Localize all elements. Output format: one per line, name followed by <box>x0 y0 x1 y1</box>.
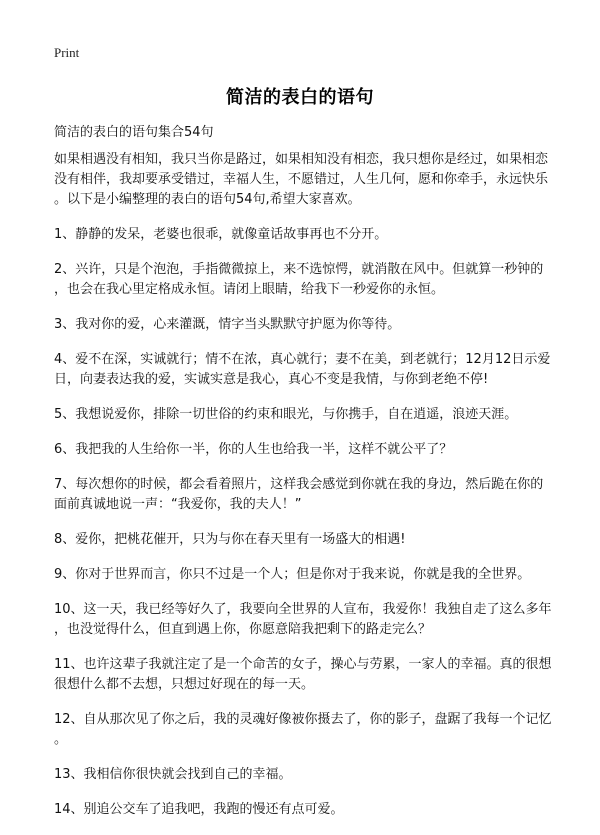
article-body <box>54 150 554 835</box>
list-item: 2、兴许，只是个泡泡，手指微微掠上，来不选惊愕，就消散在风中。但就算一秒钟的，也会在我心里定格成永恒。请闭上眼睛，给我下一秒爱你的永恒。 <box>54 262 544 297</box>
list-item: 5、我想说爱你，排除一切世俗的约束和眼光，与你携手，自在逍遥，浪迹天涯。 <box>54 407 518 422</box>
list-item: 10、这一天，我已经等好久了，我要向全世界的人宣布，我爱你！我独自走了这么多年，也没觉得什么，但直到遇上你，你愿意陪我把剩下的路走完么？ <box>54 602 552 637</box>
intro-paragraph: 如果相遇没有相知，我只当你是路过，如果相知没有相恋，我只想你是经过，如果相恋没有相伴，我却要承受错过，幸福人生，不愿错过，人生几何，愿和你牵手，永远快乐。以下是小编整理的表白的语句54句,希望大家喜欢。 <box>54 152 549 207</box>
list-item: 9、你对于世界而言，你只不过是一个人；但是你对于我来说，你就是我的全世界。 <box>54 567 531 582</box>
list-item: 14、别追公交车了追我吧，我跑的慢还有点可爱。 <box>54 802 344 817</box>
page-title: 简洁的表白的语句 <box>226 87 374 108</box>
list-item: 11、也许这辈子我就注定了是一个命苦的女子，操心与劳累，一家人的幸福。真的很想很想什么都不去想，只想过好现在的每一天。 <box>54 657 552 692</box>
list-item: 12、自从那次见了你之后，我的灵魂好像被你摄去了，你的影子，盘踞了我每一个记忆。 <box>54 712 552 747</box>
list-item: 4、爱不在深，实诚就行；情不在浓，真心就行；妻不在美，到老就行；12月12日示爱日，向妻表达我的爱，实诚实意是我心，真心不变是我情，与你到老绝不停! <box>54 352 551 387</box>
list-item: 3、我对你的爱，心来灌溉，情字当头默默守护愿为你等待。 <box>54 317 401 332</box>
list-item: 7、每次想你的时候，都会看着照片，这样我会感觉到你就在我的身边，然后跪在你的面前真诚地说一声：“我爱你，我的夫人！” <box>54 477 544 512</box>
subtitle: 简洁的表白的语句集合54句 <box>54 125 214 140</box>
list-item: 8、爱你，把桃花催开，只为与你在春天里有一场盛大的相遇! <box>54 532 406 547</box>
print-link[interactable]: Print <box>54 45 80 60</box>
list-item: 1、静静的发呆，老婆也很乖，就像童话故事再也不分开。 <box>54 227 388 242</box>
list-item: 13、我相信你很快就会找到自己的幸福。 <box>54 767 292 782</box>
list-item: 6、我把我的人生给你一半，你的人生也给我一半，这样不就公平了？ <box>54 442 453 457</box>
